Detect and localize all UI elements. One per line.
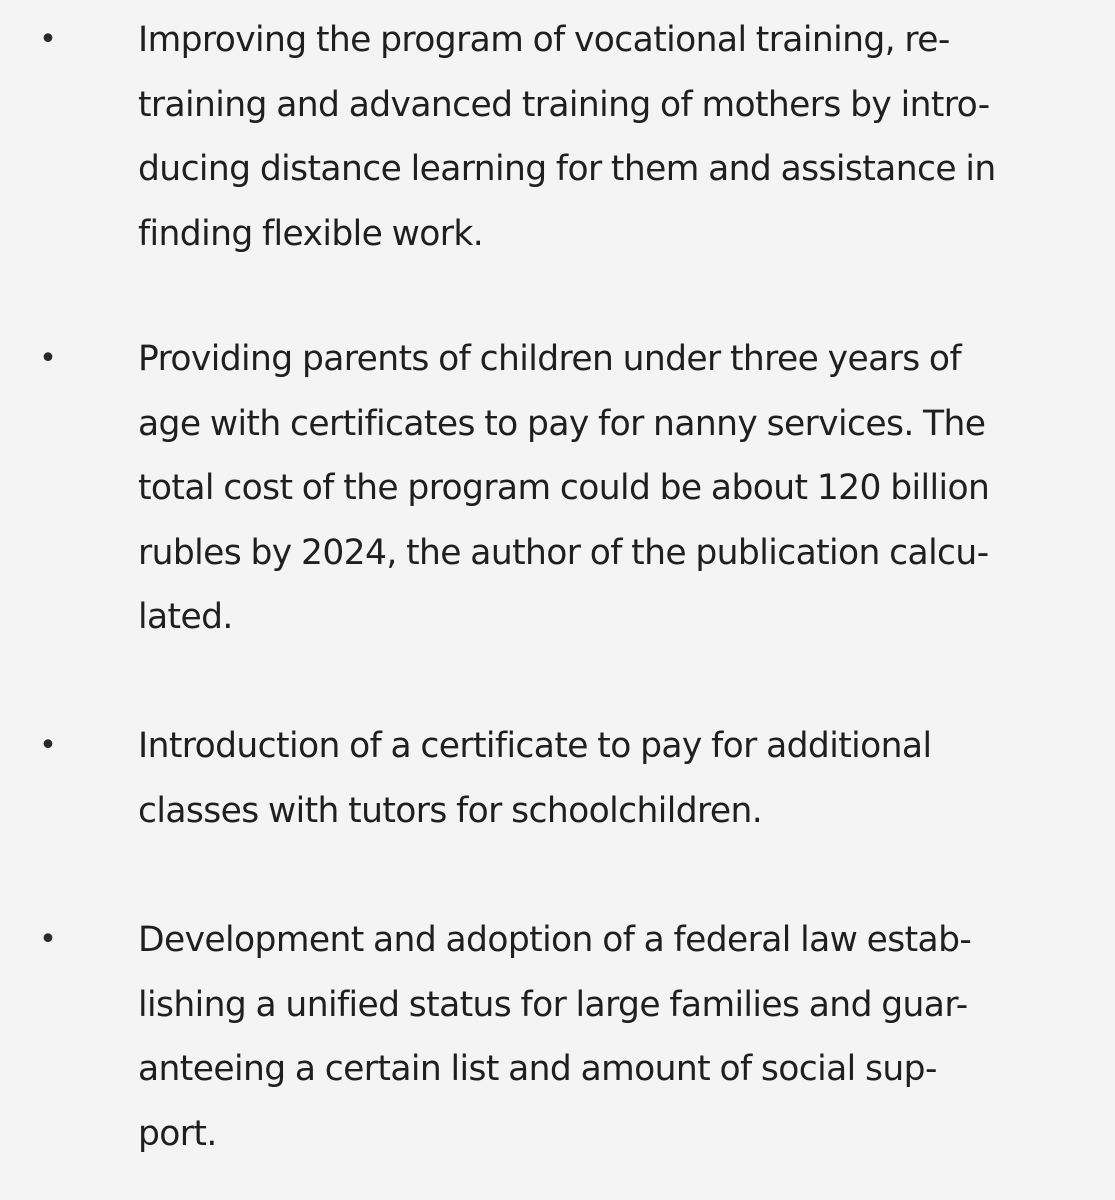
- list-item-text: [138, 8, 1038, 266]
- bullet-icon: •: [39, 728, 57, 763]
- text-line: lishing a unified status for large families and guar-: [138, 984, 968, 1025]
- text-line: rubles by 2024, the author of the publication calcu-: [138, 532, 989, 573]
- bullet-icon: •: [39, 341, 57, 376]
- text-line: anteeing a certain list and amount of social sup-: [138, 1049, 937, 1089]
- list-item-text: [138, 908, 1038, 1166]
- text-line: classes with tutors for schoolchildren.: [138, 790, 763, 831]
- text-line: finding flexible work.: [138, 213, 484, 254]
- text-line: Improving the program of vocational training, re-: [138, 20, 950, 60]
- text-line: lated.: [138, 597, 233, 637]
- text-line: Introduction of a certificate to pay for additional: [138, 726, 932, 766]
- text-line: ducing distance learning for them and assistance in: [138, 149, 996, 189]
- bullet-icon: •: [39, 922, 57, 957]
- text-line: total cost of the program could be about 120 billion: [138, 468, 990, 508]
- text-line: age with certificates to pay for nanny services. The: [138, 403, 986, 444]
- list-item-text: [138, 714, 1038, 843]
- list-item-text: [138, 327, 1038, 650]
- text-line: training and advanced training of mothers by intro-: [138, 84, 990, 125]
- text-line: Providing parents of children under three years of: [138, 339, 961, 379]
- text-line: port.: [138, 1113, 217, 1154]
- bullet-icon: •: [39, 22, 57, 57]
- text-line: Development and adoption of a federal law estab-: [138, 920, 972, 960]
